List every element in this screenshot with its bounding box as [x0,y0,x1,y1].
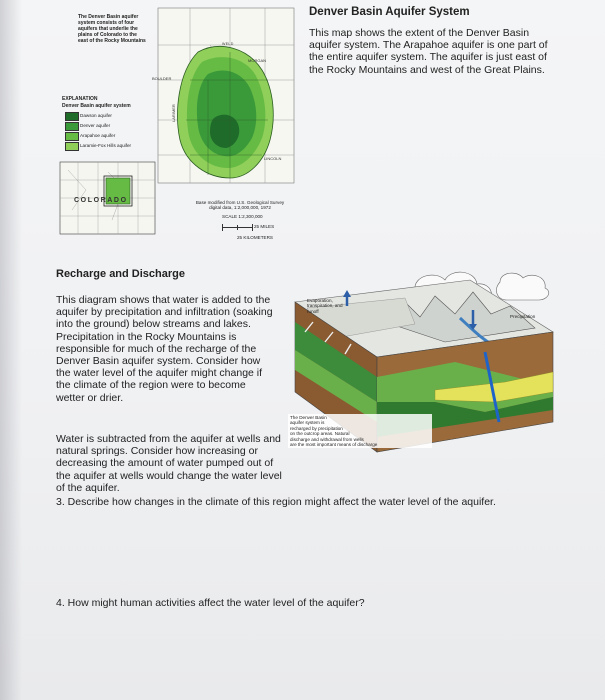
precipitation-label: Precipitation [510,314,536,319]
map-title: Denver Basin Aquifer System [309,6,470,18]
place-larimer: LARIMER [171,104,176,122]
scale-text: SCALE 1:2,300,000 [222,214,263,219]
recharge-paragraph-2-text: Water is subtracted from the aquifer at wells and natural springs. Consider how increasing or decreasing the amount of water pumped out of the aquifer at wells would change the water level of the aquifer. [56,433,282,494]
diagram-caption-line: discharge and withdrawal from wells [290,436,364,442]
legend-swatch-denver [65,122,79,131]
question-4: 4. How might human activities affect the water level of the aquifer? [56,597,365,609]
place-lincoln: LINCOLN [264,156,282,161]
legend-label: Dawson aquifer [80,113,112,118]
legend-label: Arapahoe aquifer [80,133,116,138]
map-caption-line: system consists of four [78,20,135,26]
diagram-caption-line: on the outcrop areas. Natural [290,431,350,437]
diagram-caption-line: aquifer system is [290,420,325,426]
inset-label: COLORADO [74,197,128,204]
map-caption [78,14,158,44]
map-caption-line: east of the Rocky Mountains [78,38,146,44]
place-morgan: MORGAN [248,58,266,63]
map-description: This map shows the extent of the Denver Basin aquifer system. The Arapahoe aquifer is one part of the entire aquifer system. The aquifer is just east of the Rocky Mountains and west of the Great Plains. [309,27,548,76]
diagram-caption-line: are the most important means of discharge [290,442,378,448]
diagram-caption [288,414,432,448]
diagram-caption-line: The Denver Basin [290,415,327,420]
evaporation-label: Evaporation, transpiration, and runoff [307,298,343,314]
recharge-title: Recharge and Discharge [56,268,185,280]
legend-label: Laramie-Fox Hills aquifer [80,143,132,148]
place-weld: WELD [222,42,234,46]
denver-basin-map [150,0,300,210]
diagram-caption-line: recharged by precipitation [290,425,343,431]
source-note: Base modified from U.S. Geological Survey digital data, 1:2,000,000, 1972 [195,200,285,211]
colorado-inset-map [58,160,158,238]
recharge-paragraph-1: This diagram shows that water is added to the aquifer by precipitation and infiltration (soaking into the ground) below streams and lakes. Precipitation in the Rocky Mountains is responsible for much of the recharge of the Denver Basin aquifer system. Consider how the water level of the aquifer might change if the climate of the region were to become wetter or drier. [56,294,273,404]
map-caption-line: The Denver Basin aquifer [78,14,139,20]
legend-swatch-arapahoe [65,132,79,141]
question-3: 3. Describe how changes in the climate of this region might affect the water level of the aquifer. [56,496,496,508]
legend-label: Denver aquifer [80,123,111,128]
map-caption-line: plains of Colorado to the [78,32,137,38]
scale-miles: 25 MILES [254,224,275,229]
legend-swatch-dawson [65,112,79,121]
scale-km: 25 KILOMETERS [237,235,273,240]
recharge-paragraph-2 [56,433,288,494]
explanation-title: EXPLANATION [62,96,98,102]
legend-swatch-laramie-fox-hills [65,142,79,151]
map-caption-line: aquifers that underlie the [78,26,138,32]
place-boulder: BOULDER [152,76,172,81]
explanation-subtitle: Denver Basin aquifer system [62,103,131,109]
